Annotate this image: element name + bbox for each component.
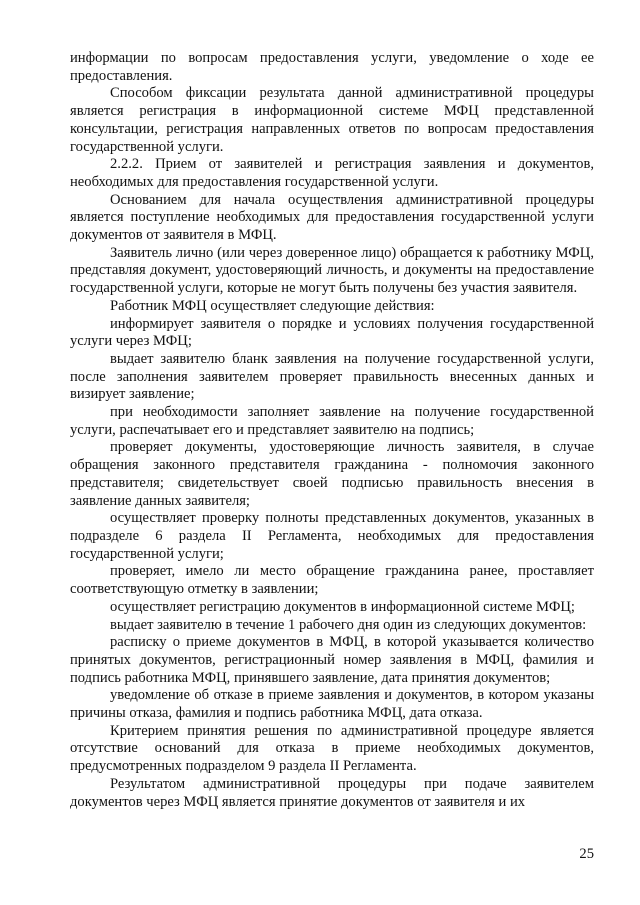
list-item: при необходимости заполняет заявление на получение государственной услуги, распечатывает его и представляет заявителю на подпись; xyxy=(70,404,594,438)
section-heading: 2.2.2. Прием от заявителей и регистрация заявления и документов, необходимых для предоставления государственной услуги. xyxy=(70,156,594,190)
list-item: выдает заявителю в течение 1 рабочего дня один из следующих документов: xyxy=(110,616,587,633)
list-item: расписку о приеме документов в МФЦ, в которой указывается количество принятых документов, регистрационный номер заявления в МФЦ, фамилия и подпись работника МФЦ, принявшего заявление, дата принятия документов; xyxy=(70,634,594,686)
paragraph: Заявитель лично (или через доверенное лицо) обращается к работнику МФЦ, представляя документ, удостоверяющий личность, и документы на предоставление государственной услуги, которые не могут быть получены без участия заявителя. xyxy=(70,244,594,297)
paragraph: Способом фиксации результата данной административной процедуры является регистрация в информационной системе МФЦ представленной консультации, регистрация направленных ответов по вопросам предоставления государственной услуги. xyxy=(70,85,594,155)
paragraph: Работник МФЦ осуществляет следующие действия: xyxy=(110,297,435,314)
document-body xyxy=(70,50,594,811)
page-number: 25 xyxy=(579,846,594,862)
paragraph: Основанием для начала осуществления административной процедуры является поступление необходимых для предоставления государственной услуги документов от заявителя в МФЦ. xyxy=(70,191,594,244)
paragraph: Результатом административной процедуры при подаче заявителем документов через МФЦ является принятие документов от заявителя и их xyxy=(70,775,594,810)
paragraph: Критерием принятия решения по административной процедуре является отсутствие оснований для отказа в приеме необходимых документов, предусмотренных подразделом 9 раздела II Регламента. xyxy=(70,722,594,775)
list-item: уведомление об отказе в приеме заявления и документов, в котором указаны причины отказа, фамилия и подпись работника МФЦ, дата отказа. xyxy=(70,687,594,722)
list-item: проверяет документы, удостоверяющие личность заявителя, в случае обращения законного представителя гражданина - полномочия законного представителя; свидетельствует своей подписью правильность внесения в заявление данных заявителя; xyxy=(70,439,594,509)
list-item: информирует заявителя о порядке и условиях получения государственной услуги через МФЦ; xyxy=(70,315,594,350)
list-item: осуществляет проверку полноты представленных документов, указанных в подразделе 6 раздела II Регламента, необходимых для предоставления государственной услуги; xyxy=(70,510,594,562)
list-item: выдает заявителю бланк заявления на получение государственной услуги, после заполнения заявителем проверяет правильность внесенных данных и визирует заявление; xyxy=(70,350,594,403)
list-item: осуществляет регистрацию документов в информационной системе МФЦ; xyxy=(110,598,575,615)
paragraph-continuation: информации по вопросам предоставления услуги, уведомление о ходе ее предоставления. xyxy=(70,50,594,84)
list-item: проверяет, имело ли место обращение гражданина ранее, проставляет соответствующую отметку в заявлении; xyxy=(70,563,594,598)
